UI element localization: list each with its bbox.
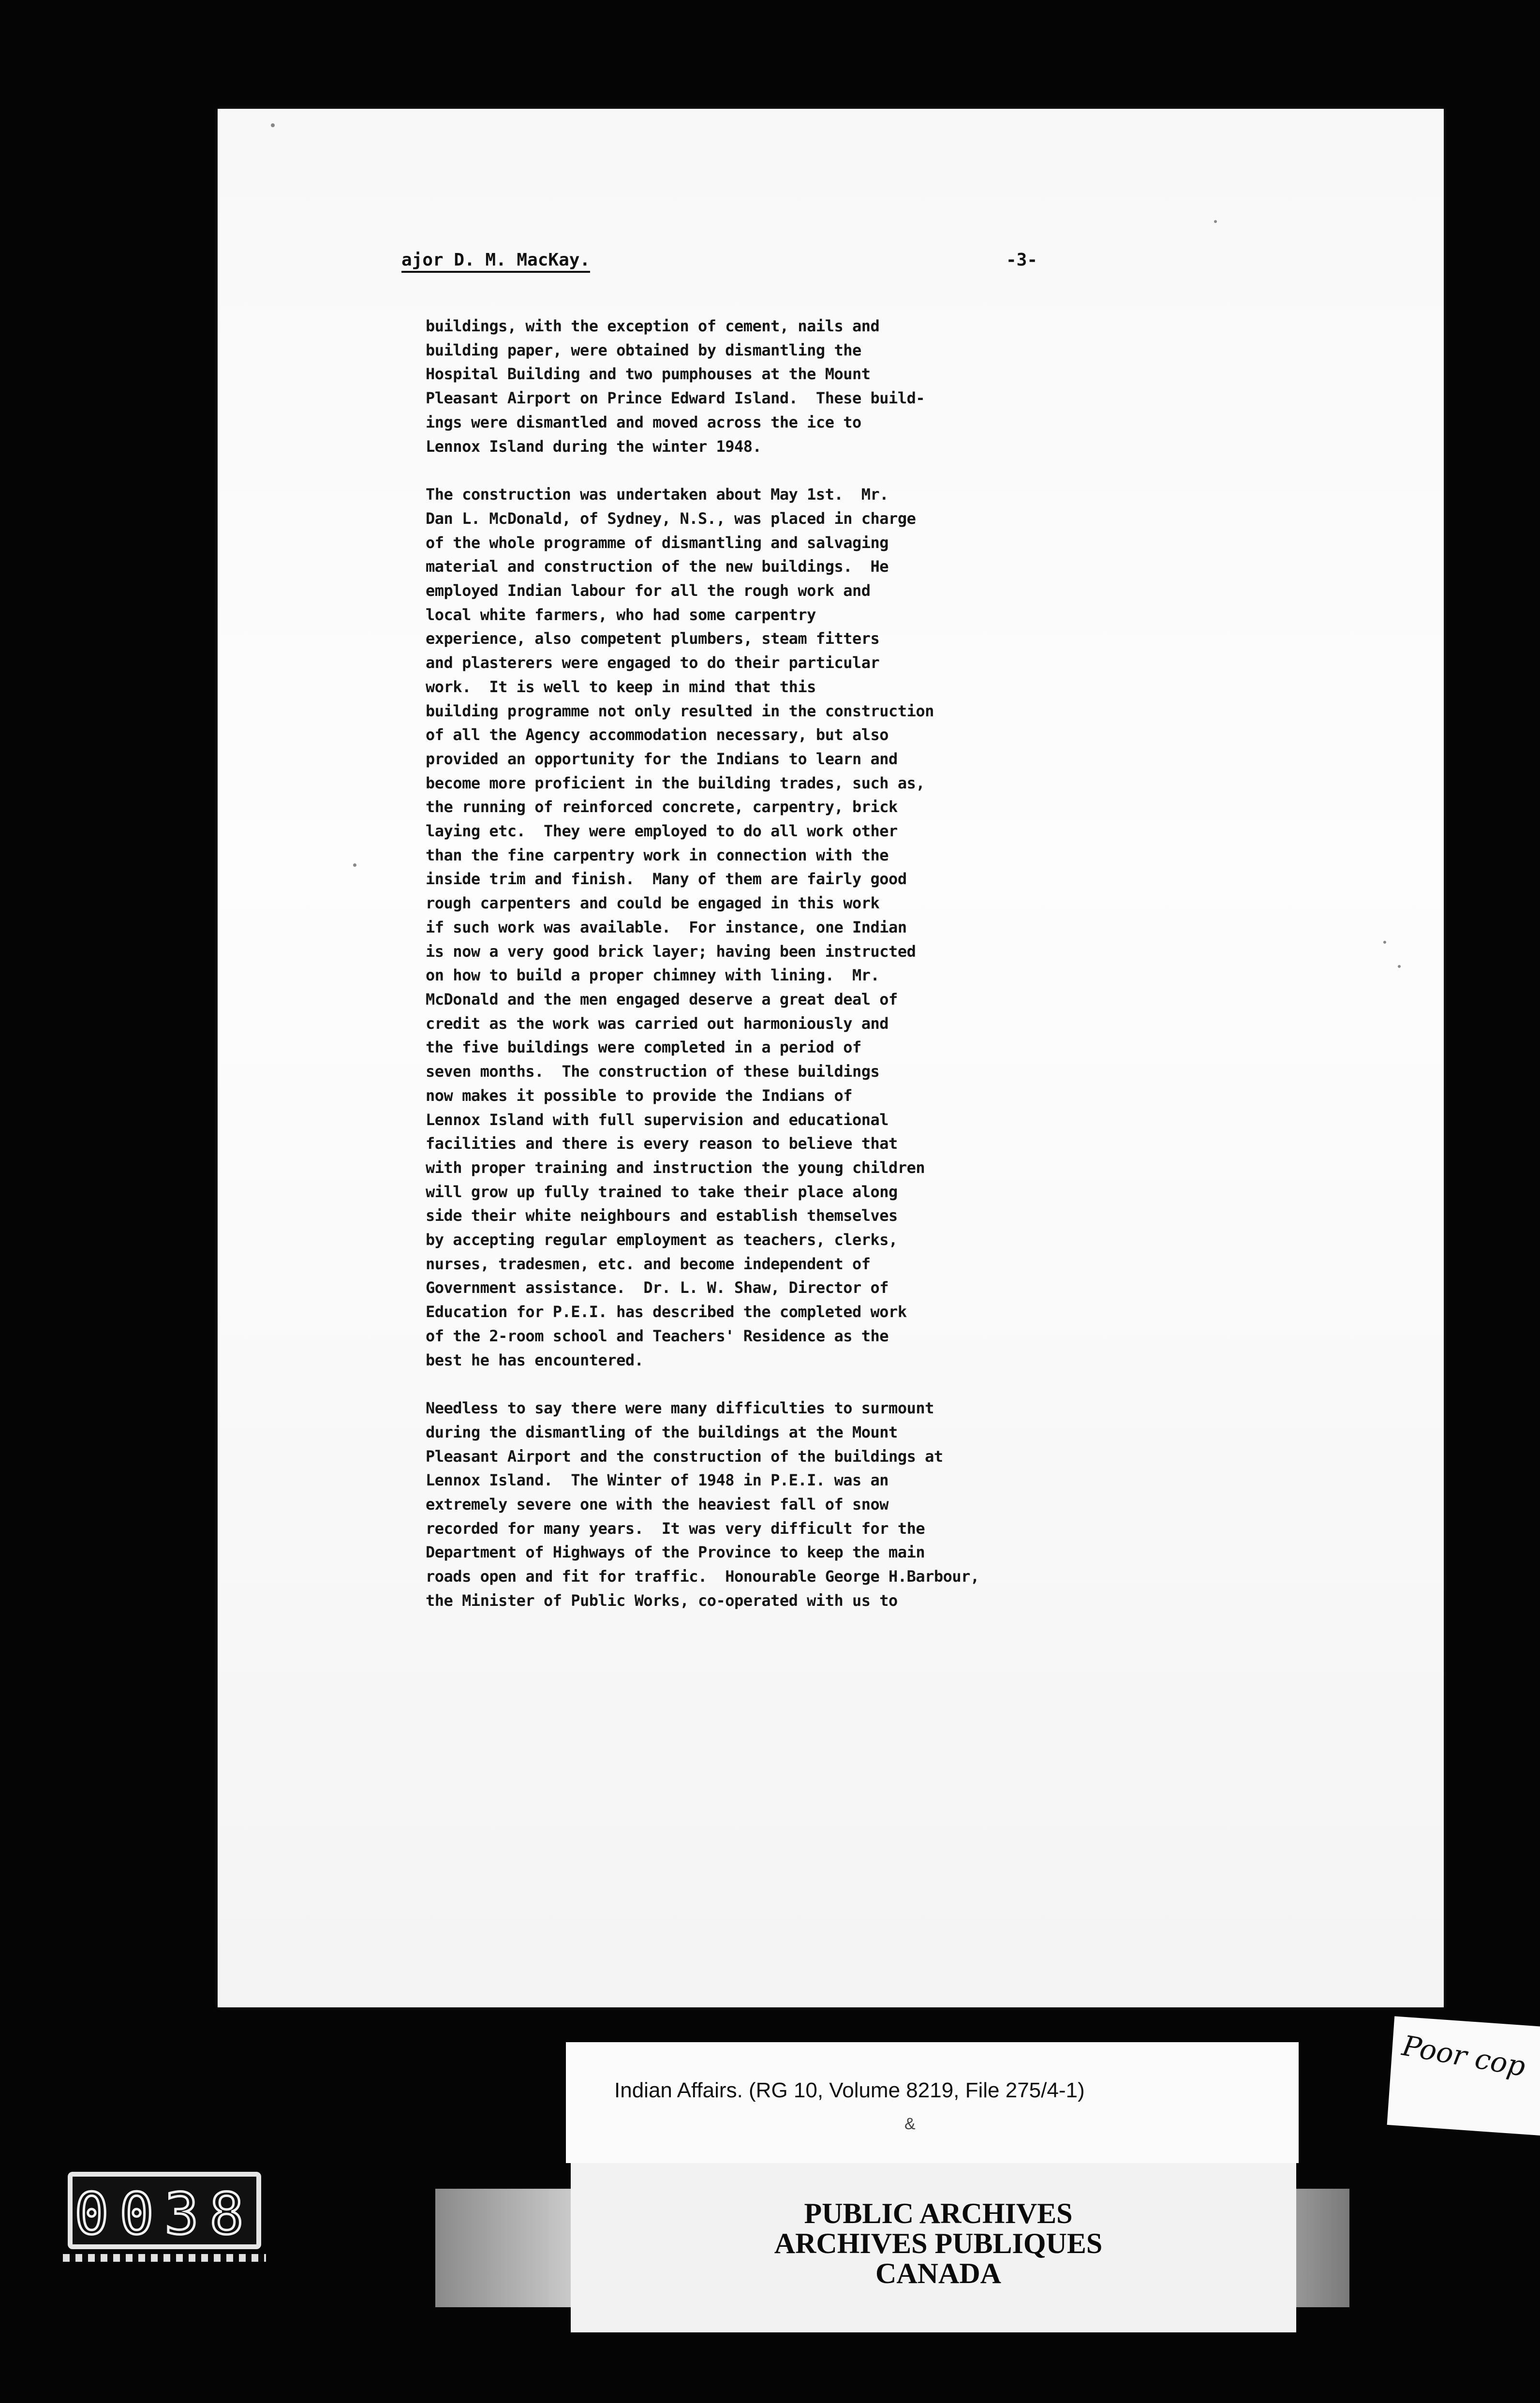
text-line: by accepting regular employment as teachers, clerks,: [426, 1231, 898, 1249]
stamp-line-3: CANADA: [875, 2257, 1001, 2289]
text-line: with proper training and instruction the young children: [426, 1158, 925, 1177]
stamp-line-1: PUBLIC ARCHIVES: [804, 2197, 1073, 2229]
letter-body: [426, 314, 1122, 1637]
text-line: Pleasant Airport and the construction of the buildings at: [426, 1447, 943, 1466]
text-line: on how to build a proper chimney with lining. Mr.: [426, 966, 880, 985]
dust-speck: [271, 123, 275, 127]
text-line: extremely severe one with the heaviest fall of snow: [426, 1495, 889, 1514]
text-line: of all the Agency accommodation necessary, but also: [426, 726, 889, 744]
text-line: The construction was undertaken about May 1st. Mr.: [426, 485, 889, 504]
text-line: facilities and there is every reason to believe that: [426, 1134, 898, 1153]
text-line: Government assistance. Dr. L. W. Shaw, Director of: [426, 1278, 889, 1297]
text-line: best he has encountered.: [426, 1350, 644, 1369]
paragraph-1: [426, 314, 1122, 459]
text-line: Education for P.E.I. has described the completed work: [426, 1303, 907, 1321]
text-line: laying etc. They were employed to do all work other: [426, 822, 898, 841]
text-line: rough carpenters and could be engaged in this work: [426, 894, 880, 913]
frame-counter: [68, 2172, 261, 2249]
text-line: Pleasant Airport on Prince Edward Island. These build-: [426, 389, 925, 408]
archive-citation-card: [566, 2042, 1299, 2163]
dust-speck: [1398, 965, 1401, 968]
page-number: -3-: [1006, 250, 1038, 270]
text-line: Needless to say there were many difficulties to surmount: [426, 1399, 934, 1418]
dust-speck: [353, 863, 356, 867]
text-line: and plasterers were engaged to do their particular: [426, 653, 880, 672]
text-line: the five buildings were completed in a period of: [426, 1038, 861, 1057]
text-line: Lennox Island with full supervision and educational: [426, 1110, 889, 1129]
archive-mark: &: [904, 2115, 916, 2133]
text-line: Lennox Island during the winter 1948.: [426, 437, 762, 456]
text-line: building paper, were obtained by dismantling the: [426, 341, 861, 359]
text-line: the Minister of Public Works, co-operated with us to: [426, 1591, 898, 1610]
text-line: side their white neighbours and establish themselves: [426, 1206, 898, 1225]
paragraph-2: [426, 483, 1122, 1372]
text-line: recorded for many years. It was very difficult for the: [426, 1519, 925, 1538]
handwritten-note: Poor cop: [1399, 2029, 1528, 2083]
text-line: Lennox Island. The Winter of 1948 in P.E.I. was an: [426, 1471, 889, 1490]
handwritten-note-card: [1387, 2016, 1540, 2136]
text-line: if such work was available. For instance, one Indian: [426, 918, 907, 936]
letter-header: [401, 250, 1272, 294]
text-line: of the whole programme of dismantling and salvaging: [426, 533, 889, 552]
text-line: building programme not only resulted in the construction: [426, 701, 934, 720]
recipient-name: ajor D. M. MacKay.: [401, 250, 590, 273]
text-line: work. It is well to keep in mind that this: [426, 677, 816, 696]
text-line: will grow up fully trained to take their place along: [426, 1182, 898, 1201]
text-line: employed Indian labour for all the rough work and: [426, 581, 871, 600]
text-line: Hospital Building and two pumphouses at the Mount: [426, 365, 871, 384]
text-line: is now a very good brick layer; having been instructed: [426, 942, 916, 961]
text-line: Dan L. McDonald, of Sydney, N.S., was placed in charge: [426, 509, 916, 528]
paragraph-3: [426, 1396, 1122, 1613]
text-line: credit as the work was carried out harmoniously and: [426, 1014, 889, 1033]
text-line: local white farmers, who had some carpentry: [426, 605, 816, 624]
text-line: buildings, with the exception of cement, nails and: [426, 317, 880, 335]
film-sprockets: [63, 2254, 266, 2262]
text-line: the running of reinforced concrete, carpentry, brick: [426, 798, 898, 816]
text-line: nurses, tradesmen, etc. and become independent of: [426, 1254, 871, 1273]
dust-speck: [1383, 941, 1386, 944]
archive-stamp: [696, 2198, 1180, 2288]
text-line: provided an opportunity for the Indians to learn and: [426, 749, 898, 768]
text-line: Department of Highways of the Province to keep the main: [426, 1543, 925, 1562]
text-line: material and construction of the new buildings. He: [426, 557, 889, 576]
text-line: McDonald and the men engaged deserve a great deal of: [426, 990, 898, 1009]
text-line: than the fine carpentry work in connection with the: [426, 846, 889, 864]
text-line: inside trim and finish. Many of them are fairly good: [426, 870, 907, 889]
text-line: of the 2-room school and Teachers' Residence as the: [426, 1326, 889, 1345]
text-line: seven months. The construction of these buildings: [426, 1062, 880, 1081]
text-line: roads open and fit for traffic. Honourable George H.Barbour,: [426, 1567, 979, 1586]
dust-speck: [1214, 220, 1217, 223]
text-line: during the dismantling of the buildings at the Mount: [426, 1423, 898, 1441]
stamp-line-2: ARCHIVES PUBLIQUES: [774, 2227, 1103, 2259]
text-line: become more proficient in the building trades, such as,: [426, 773, 925, 792]
text-line: experience, also competent plumbers, steam fitters: [426, 629, 880, 648]
archive-citation: Indian Affairs. (RG 10, Volume 8219, File 275/4-1): [614, 2078, 1085, 2102]
frame-number: 0038: [74, 2180, 255, 2247]
text-line: ings were dismantled and moved across the ice to: [426, 413, 861, 431]
text-line: now makes it possible to provide the Indians of: [426, 1086, 852, 1105]
